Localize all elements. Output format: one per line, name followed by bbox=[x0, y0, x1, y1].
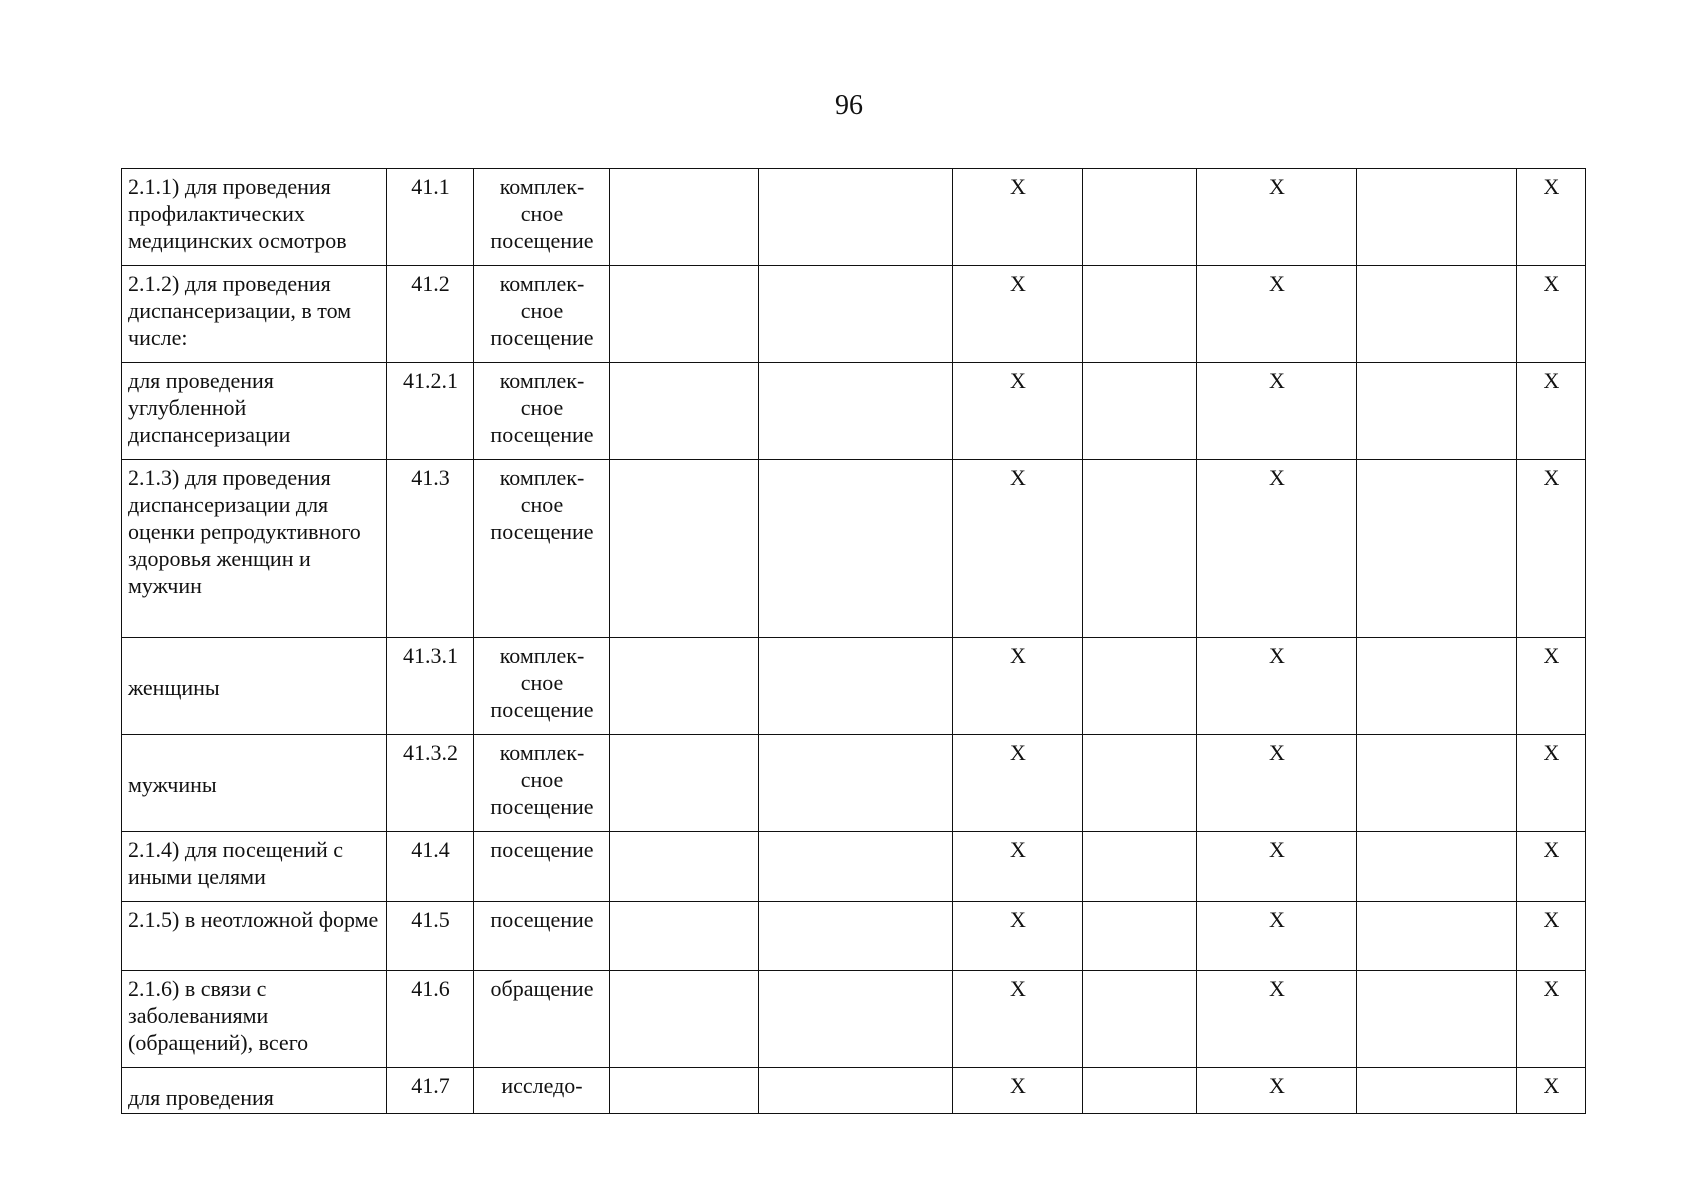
page-number: 96 bbox=[835, 90, 863, 121]
table-row bbox=[122, 971, 1586, 1068]
empty-cell bbox=[759, 363, 953, 460]
empty-cell bbox=[759, 971, 953, 1068]
x-mark-cell: X bbox=[1517, 638, 1586, 735]
x-mark-cell: X bbox=[1197, 1068, 1357, 1114]
empty-cell bbox=[1083, 735, 1197, 832]
x-mark-cell: X bbox=[953, 169, 1083, 266]
row-code-cell: 41.3 bbox=[387, 460, 474, 638]
empty-cell bbox=[1357, 363, 1517, 460]
row-code-cell: 41.3.2 bbox=[387, 735, 474, 832]
unit-text: обращение bbox=[490, 976, 594, 1001]
empty-cell bbox=[610, 1068, 759, 1114]
table-row bbox=[122, 638, 1586, 735]
empty-cell bbox=[759, 1068, 953, 1114]
empty-cell bbox=[759, 735, 953, 832]
empty-cell bbox=[1357, 266, 1517, 363]
empty-cell bbox=[610, 169, 759, 266]
empty-cell bbox=[1083, 902, 1197, 971]
x-mark-cell: X bbox=[1517, 971, 1586, 1068]
empty-cell bbox=[1357, 169, 1517, 266]
empty-cell bbox=[759, 638, 953, 735]
unit-text: комплек- сное посещение bbox=[490, 368, 594, 447]
empty-cell bbox=[759, 169, 953, 266]
empty-cell bbox=[1083, 363, 1197, 460]
x-mark-cell: X bbox=[1517, 169, 1586, 266]
row-unit-cell bbox=[474, 832, 610, 902]
row-name-cell: 2.1.1) для проведения профилактических медицинских осмотров bbox=[122, 169, 387, 266]
data-table bbox=[121, 168, 1586, 1114]
row-code-cell: 41.6 bbox=[387, 971, 474, 1068]
empty-cell bbox=[1083, 638, 1197, 735]
row-unit-cell bbox=[474, 169, 610, 266]
x-mark-cell: X bbox=[953, 1068, 1083, 1114]
empty-cell bbox=[759, 460, 953, 638]
x-mark-cell: X bbox=[1197, 460, 1357, 638]
empty-cell bbox=[610, 460, 759, 638]
row-name-cell: 2.1.4) для посещений с иными целями bbox=[122, 832, 387, 902]
row-name-cell: 2.1.2) для проведения диспансеризации, в том числе: bbox=[122, 266, 387, 363]
x-mark-cell: X bbox=[1517, 363, 1586, 460]
row-unit-cell bbox=[474, 971, 610, 1068]
empty-cell bbox=[1083, 971, 1197, 1068]
row-unit-cell bbox=[474, 266, 610, 363]
x-mark-cell: X bbox=[953, 902, 1083, 971]
table-row bbox=[122, 832, 1586, 902]
unit-text: комплек- сное посещение bbox=[490, 740, 594, 819]
row-name-cell: для проведения bbox=[122, 1068, 387, 1114]
x-mark-cell: X bbox=[1197, 902, 1357, 971]
x-mark-cell: X bbox=[1197, 832, 1357, 902]
table-row bbox=[122, 902, 1586, 971]
empty-cell bbox=[759, 832, 953, 902]
empty-cell bbox=[610, 266, 759, 363]
table-row bbox=[122, 169, 1586, 266]
row-code-cell: 41.2 bbox=[387, 266, 474, 363]
x-mark-cell: X bbox=[953, 735, 1083, 832]
x-mark-cell: X bbox=[1197, 266, 1357, 363]
row-code-cell: 41.3.1 bbox=[387, 638, 474, 735]
x-mark-cell: X bbox=[1197, 363, 1357, 460]
empty-cell bbox=[610, 832, 759, 902]
row-unit-cell bbox=[474, 902, 610, 971]
empty-cell bbox=[1083, 460, 1197, 638]
empty-cell bbox=[1357, 971, 1517, 1068]
empty-cell bbox=[1083, 832, 1197, 902]
unit-text: комплек- сное посещение bbox=[490, 174, 594, 253]
row-name-cell: 2.1.3) для проведения диспансеризации для оценки репродуктивного здоровья женщин и мужчин bbox=[122, 460, 387, 638]
row-code-cell: 41.5 bbox=[387, 902, 474, 971]
empty-cell bbox=[759, 266, 953, 363]
row-name-cell: женщины bbox=[122, 638, 387, 735]
unit-text: исследо- bbox=[501, 1073, 583, 1098]
row-unit-cell bbox=[474, 460, 610, 638]
empty-cell bbox=[1357, 832, 1517, 902]
empty-cell bbox=[610, 638, 759, 735]
x-mark-cell: X bbox=[1517, 266, 1586, 363]
empty-cell bbox=[1357, 638, 1517, 735]
row-unit-cell bbox=[474, 638, 610, 735]
table-row bbox=[122, 1068, 1586, 1114]
row-unit-cell bbox=[474, 363, 610, 460]
table-row bbox=[122, 363, 1586, 460]
empty-cell bbox=[1083, 266, 1197, 363]
table-row bbox=[122, 266, 1586, 363]
x-mark-cell: X bbox=[1517, 1068, 1586, 1114]
unit-text: посещение bbox=[490, 837, 594, 862]
row-name-cell: 2.1.5) в неотложной форме bbox=[122, 902, 387, 971]
x-mark-cell: X bbox=[953, 266, 1083, 363]
empty-cell bbox=[610, 971, 759, 1068]
empty-cell bbox=[1357, 902, 1517, 971]
row-code-cell: 41.7 bbox=[387, 1068, 474, 1114]
unit-text: комплек- сное посещение bbox=[490, 465, 594, 544]
x-mark-cell: X bbox=[1517, 832, 1586, 902]
table-row bbox=[122, 735, 1586, 832]
row-unit-cell bbox=[474, 1068, 610, 1114]
x-mark-cell: X bbox=[953, 832, 1083, 902]
x-mark-cell: X bbox=[1197, 638, 1357, 735]
empty-cell bbox=[1357, 735, 1517, 832]
unit-text: посещение bbox=[490, 907, 594, 932]
x-mark-cell: X bbox=[1517, 902, 1586, 971]
empty-cell bbox=[610, 902, 759, 971]
row-name-cell: для проведения углубленной диспансеризации bbox=[122, 363, 387, 460]
empty-cell bbox=[1083, 169, 1197, 266]
empty-cell bbox=[610, 735, 759, 832]
empty-cell bbox=[1357, 460, 1517, 638]
empty-cell bbox=[1083, 1068, 1197, 1114]
x-mark-cell: X bbox=[1197, 169, 1357, 266]
x-mark-cell: X bbox=[953, 971, 1083, 1068]
unit-text: комплек- сное посещение bbox=[490, 643, 594, 722]
row-code-cell: 41.2.1 bbox=[387, 363, 474, 460]
x-mark-cell: X bbox=[953, 460, 1083, 638]
empty-cell bbox=[759, 902, 953, 971]
row-name-cell: мужчины bbox=[122, 735, 387, 832]
x-mark-cell: X bbox=[1197, 971, 1357, 1068]
row-code-cell: 41.4 bbox=[387, 832, 474, 902]
empty-cell bbox=[610, 363, 759, 460]
x-mark-cell: X bbox=[1197, 735, 1357, 832]
empty-cell bbox=[1357, 1068, 1517, 1114]
row-code-cell: 41.1 bbox=[387, 169, 474, 266]
x-mark-cell: X bbox=[1517, 735, 1586, 832]
row-unit-cell bbox=[474, 735, 610, 832]
row-name-cell: 2.1.6) в связи с заболеваниями (обращений), всего bbox=[122, 971, 387, 1068]
unit-text: комплек- сное посещение bbox=[490, 271, 594, 350]
x-mark-cell: X bbox=[1517, 460, 1586, 638]
table-row bbox=[122, 460, 1586, 638]
x-mark-cell: X bbox=[953, 363, 1083, 460]
x-mark-cell: X bbox=[953, 638, 1083, 735]
